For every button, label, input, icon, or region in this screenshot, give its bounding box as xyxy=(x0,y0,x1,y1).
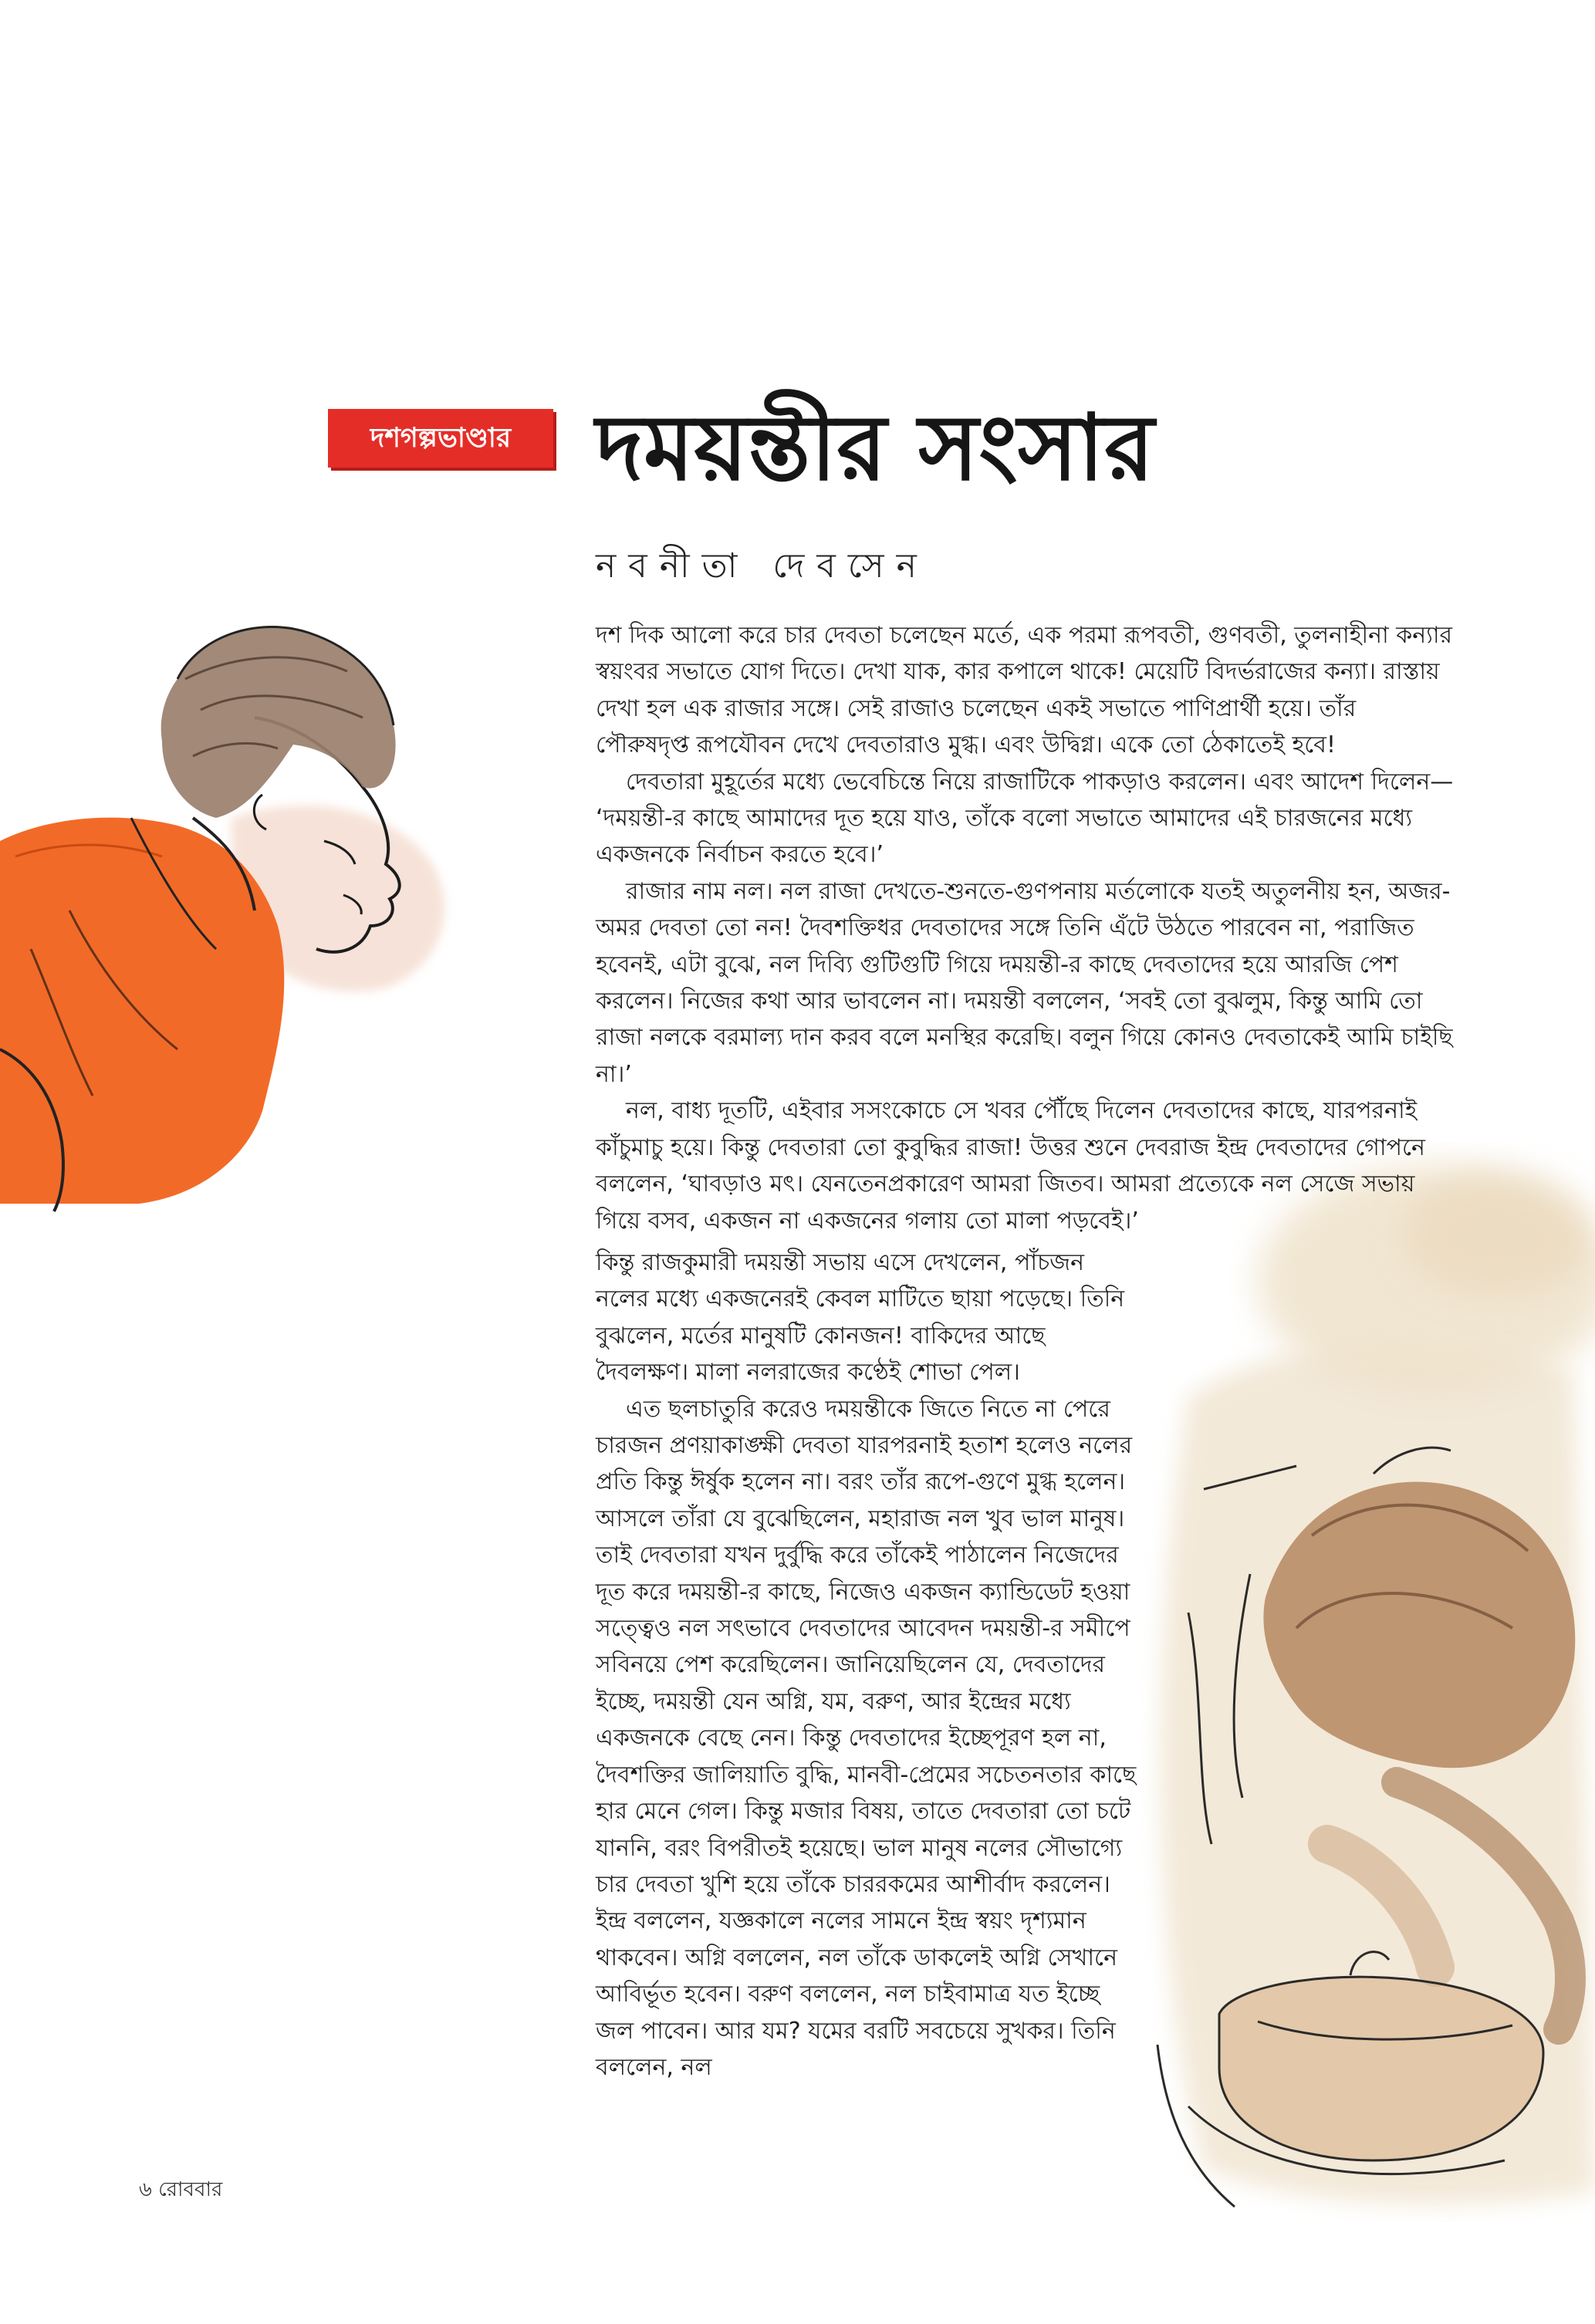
paragraph: কিন্তু রাজকুমারী দময়ন্তী সভায় এসে দেখলেন, পাঁচজন নলের মধ্যে একজনেরই কেবল মাটিতে ছায়া পড়েছে। তিনি বুঝলেন, মর্তের মানুষটি কোনজন! বাকিদের আছে দৈবলক্ষণ। মালা নলরাজের কণ্ঠেই শোভা পেল। xyxy=(596,1249,1125,1387)
paragraph: রাজার নাম নল। নল রাজা দেখতে-শুনতে-গুণপনায় মর্তলোকে যতই অতুলনীয় হন, অজর-অমর দেবতা তো নন! দৈবশক্তিধর দেবতাদের সঙ্গে তিনি এঁটে উঠতে পারবেন না, পরাজিত হবেনই, এটা বুঝে, নল দিব্যি গুটিগুটি গিয়ে দময়ন্তী-র কাছে দেবতাদের হয়ে আরজি পেশ করলেন। নিজের কথা আর ভাবলেন না। দময়ন্তী বললেন, ‘সবই তো বুঝলুম, কিন্তু আমি তো রাজা নলকে বরমাল্য দান করব বলে মনস্থির করেছি। বলুন গিয়ে কোনও দেবতাকেই আমি চাইছি না।’ xyxy=(596,877,1453,1088)
body-column-narrow xyxy=(596,1245,1144,2086)
paragraph: এত ছলচাতুরি করেও দময়ন্তীকে জিতে নিতে না পেরে চারজন প্রণয়াকাঙ্ক্ষী দেবতা যারপরনাই হতাশ হলেও নলের প্রতি কিন্তু ঈর্ষুক হলেন না। বরং তাঁর রূপে-গুণে মুগ্ধ হলেন। আসলে তাঁরা যে বুঝেছিলেন, মহারাজ নল খুব ভাল মানুষ। তাই দেবতারা যখন দুর্বুদ্ধি করে তাঁকেই পাঠালেন নিজেদের দূত করে দময়ন্তী-র কাছে, নিজেও একজন ক্যান্ডিডেট হওয়া সত্ত্বেও নল সৎভাবে দেবতাদের আবেদন দময়ন্তী-র সমীপে সবিনয়ে পেশ করেছিলেন। জানিয়েছিলেন যে, দেবতাদের ইচ্ছে, দময়ন্তী যেন অগ্নি, যম, বরুণ, আর ইন্দ্রের মধ্যে একজনকে বেছে নেন। কিন্তু দেবতাদের ইচ্ছেপূরণ হল না, দৈবশক্তির জালিয়াতি বুদ্ধি, মানবী-প্রেমের সচেতনতার কাছে হার মেনে গেল। কিন্তু মজার বিষয়, তাতে দেবতারা তো চটে যাননি, বরং বিপরীতই হয়েছে। ভাল মানুষ নলের সৌভাগ্যে চার দেবতা খুশি হয়ে তাঁকে চাররকমের আশীর্বাদ করলেন। ইন্দ্র বললেন, যজ্ঞকালে নলের সামনে ইন্দ্র স্বয়ং দৃশ্যমান থাকবেন। অগ্নি বললেন, নল তাঁকে ডাকলেই অগ্নি সেখানে আবির্ভূত হবেন। বরুণ বললেন, নল চাইবামাত্র যত ইচ্ছে জল পাবেন। আর যম? যমের বরটি সবচেয়ে সুখকর। তিনি বললেন, নল xyxy=(596,1395,1137,2081)
paragraph: দশ দিক আলো করে চার দেবতা চলেছেন মর্তে, এক পরমা রূপবতী, গুণবতী, তুলনাহীনা কন্যার স্বয়ংবর সভাতে যোগ দিতে। দেখা যাক, কার কপালে থাকে! মেয়েটি বিদর্ভরাজের কন্যা। রাস্তায় দেখা হল এক রাজার সঙ্গে। সেই রাজাও চলেছেন একই সভাতে পাণিপ্রার্থী হয়ে। তাঁর পৌরুষদৃপ্ত রূপযৌবন দেখে দেবতারাও মুগ্ধ। এবং উদ্বিগ্ন। একে তো ঠেকাতেই হবে! xyxy=(596,622,1453,759)
body-column-wide xyxy=(596,617,1454,1239)
page-footer: ৬ রোববার xyxy=(139,2178,223,2201)
section-tag: দশগল্পভাণ্ডার xyxy=(328,409,553,468)
paragraph: দেবতারা মুহূর্তের মধ্যে ভেবেচিন্তে নিয়ে রাজাটিকে পাকড়াও করলেন। এবং আদেশ দিলেন— ‘দময়ন্তী-র কাছে আমাদের দূত হয়ে যাও, তাঁকে বলো সভাতে আমাদের এই চারজনের মধ্যে একজনকে নির্বাচন করতে হবে।’ xyxy=(596,768,1454,869)
paragraph: নল, বাধ্য দূতটি, এইবার সসংকোচে সে খবর পৌঁছে দিলেন দেবতাদের কাছে, যারপরনাই কাঁচুমাচু হয়ে। কিন্তু দেবতারা তো কুবুদ্ধির রাজা! উত্তর শুনে দেবরাজ ইন্দ্র দেবতাদের গোপনে বললেন, ‘ঘাবড়াও মৎ। যেনতেনপ্রকারেণ আমরা জিতব। আমরা প্রত্যেকে নল সেজে সভায় গিয়ে বসব, একজন না একজনের গলায় তো মালা পড়বেই।’ xyxy=(596,1097,1425,1235)
woman-illustration xyxy=(1142,1304,1595,2222)
man-illustration xyxy=(0,586,586,1219)
author-name: নবনীতা দেবসেন xyxy=(596,546,929,586)
orange-shirt xyxy=(0,818,284,1204)
story-title: দময়ন্তীর সংসার xyxy=(596,394,1154,501)
